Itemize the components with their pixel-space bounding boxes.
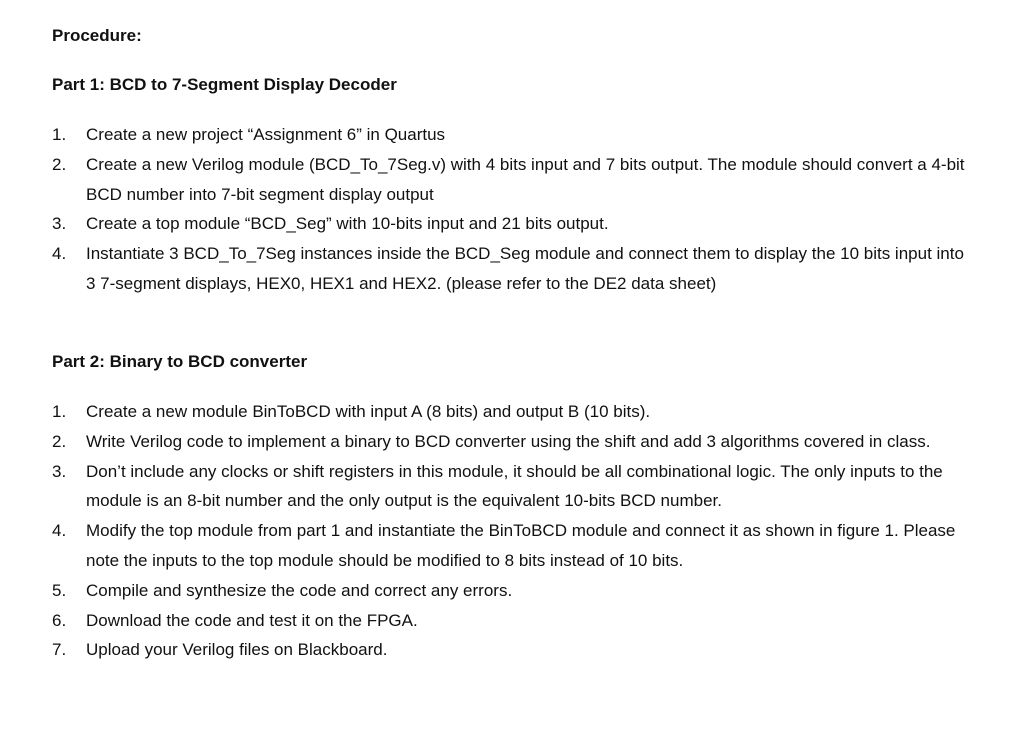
part2-steps-list [0,397,1024,665]
list-item [0,150,966,210]
step-text: Instantiate 3 BCD_To_7Seg instances inside the BCD_Seg module and connect them to display the 10 bits input into 3 7-segment displays, HEX0, HEX1 and HEX2. (please refer to the DE2 data sheet) [86,244,964,293]
step-number: 3. [52,461,67,481]
step-number: 4. [52,244,67,264]
list-item [0,120,966,150]
step-text: Create a new project “Assignment 6” in Quartus [86,125,446,144]
part2-heading: Part 2: Binary to BCD converter [52,352,308,371]
step-text: Write Verilog code to implement a binary to BCD converter using the shift and add 3 algorithms covered in class. [86,431,931,451]
part1-heading: Part 1: BCD to 7-Segment Display Decoder [52,75,397,94]
step-text: Don’t include any clocks or shift registers in this module, it should be all combinational logic. The only inputs to the module is an 8-bit number and the only output is the equivalent 10-bits BCD number. [86,461,943,511]
list-item [0,209,966,239]
step-number: 6. [52,610,67,630]
step-number: 2. [52,431,67,451]
step-text: Create a top module “BCD_Seg” with 10-bits input and 21 bits output. [86,214,609,234]
list-item [0,576,966,606]
list-item [0,239,966,299]
step-number: 1. [52,402,67,421]
step-number: 3. [52,214,67,234]
list-item [0,397,966,427]
step-text: Download the code and test it on the FPGA. [86,610,418,630]
step-number: 5. [52,580,67,600]
part1-steps-list [0,120,1024,299]
step-number: 7. [52,640,67,660]
step-text: Modify the top module from part 1 and instantiate the BinToBCD module and connect it as shown in figure 1. Please note the inputs to the top module should be modified to 8 bits instead of 10 bits. [86,521,956,570]
list-item [0,427,966,457]
list-item [0,457,966,517]
step-number: 1. [52,125,67,144]
step-text: Create a new Verilog module (BCD_To_7Seg.v) with 4 bits input and 7 bits output. The module should convert a 4-bit BCD number into 7-bit segment display output [86,154,965,204]
step-text: Compile and synthesize the code and correct any errors. [86,580,513,600]
step-text: Upload your Verilog files on Blackboard. [86,640,388,660]
step-number: 4. [52,521,67,541]
step-number: 2. [52,154,67,174]
step-text: Create a new module BinToBCD with input A (8 bits) and output B (10 bits). [86,402,651,421]
list-item [0,635,966,665]
list-item [0,516,966,576]
procedure-heading: Procedure: [52,26,142,45]
list-item [0,606,966,636]
